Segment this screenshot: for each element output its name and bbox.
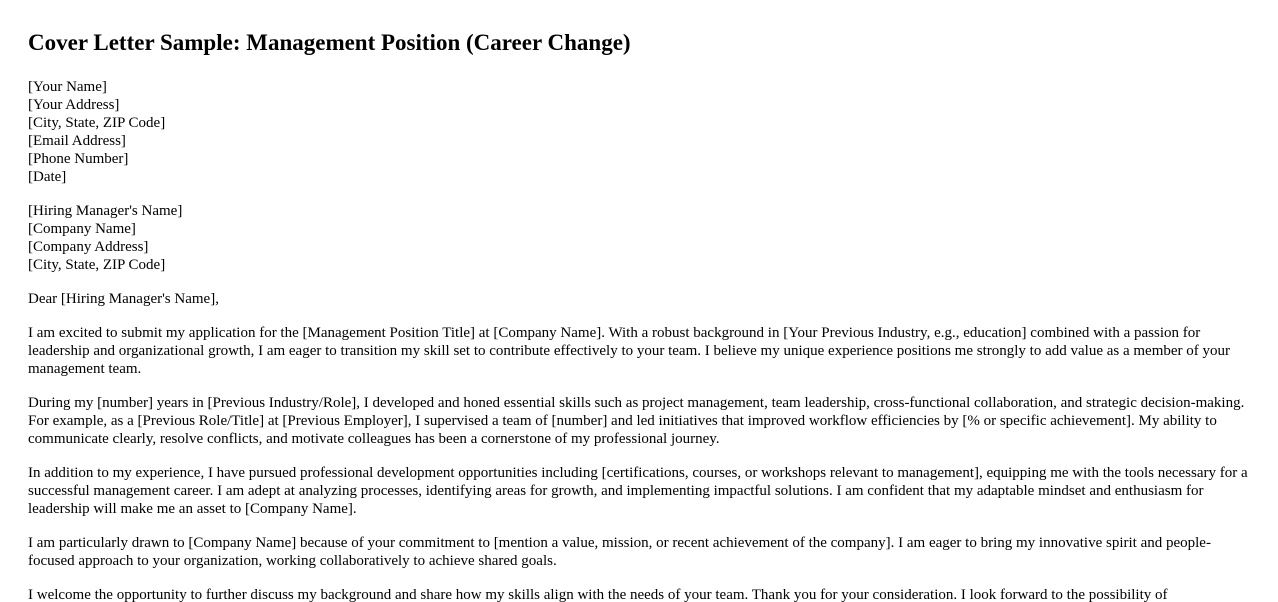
- hiring-manager-name: [Hiring Manager's Name]: [28, 203, 183, 219]
- recipient-address-block: [28, 202, 1254, 274]
- company-name: [Company Name]: [28, 221, 136, 237]
- sender-name: [Your Name]: [28, 79, 107, 95]
- letter-date: [Date]: [28, 169, 67, 185]
- body-paragraph-intro: I am excited to submit my application for the [Management Position Title] at [Company Name]. With a robust background in [Your Previous Industry, e.g., education] combined with a passion for leadership and organizational growth, I am eager to transition my skill set to contribute effectively to your team. I believe my unique experience positions me strongly to add value as a member of your management team.: [28, 325, 1231, 377]
- sender-phone: [Phone Number]: [28, 151, 129, 167]
- sender-address-block: [28, 78, 1254, 186]
- sender-email: [Email Address]: [28, 133, 126, 149]
- company-address: [Company Address]: [28, 239, 149, 255]
- sender-city-state-zip: [City, State, ZIP Code]: [28, 115, 166, 131]
- body-paragraph-experience: During my [number] years in [Previous Industry/Role], I developed and honed essential skills such as project management, team leadership, cross-functional collaboration, and strategic decision-making. For example, as a [Previous Role/Title] at [Previous Employer], I supervised a team of [number] and led initiatives that improved workflow efficiencies by [% or specific achievement]. My ability to communicate clearly, resolve conflicts, and motivate colleagues has been a cornerstone of my professional journey.: [28, 395, 1245, 447]
- body-paragraph-development: In addition to my experience, I have pursued professional development opportunities including [certifications, courses, or workshops relevant to management], equipping me with the tools necessary for a successful management career. I am adept at analyzing processes, identifying areas for growth, and implementing impactful solutions. I am confident that my adaptable mindset and enthusiasm for leadership will make me an asset to [Company Name].: [28, 465, 1248, 517]
- page-title: Cover Letter Sample: Management Position (Career Change): [28, 30, 631, 55]
- recipient-city-state-zip: [City, State, ZIP Code]: [28, 257, 166, 273]
- cover-letter: [28, 29, 1254, 602]
- body-paragraph-company-interest: I am particularly drawn to [Company Name] because of your commitment to [mention a value, mission, or recent achievement of the company]. I am eager to bring my innovative spirit and people-focused approach to your organization, working collaboratively to achieve shared goals.: [28, 535, 1211, 569]
- salutation: Dear [Hiring Manager's Name],: [28, 291, 219, 307]
- body-paragraph-closing: I welcome the opportunity to further discuss my background and share how my skills align with the needs of your team. Thank you for your consideration. I look forward to the possibility of: [28, 587, 1168, 602]
- sender-address: [Your Address]: [28, 97, 120, 113]
